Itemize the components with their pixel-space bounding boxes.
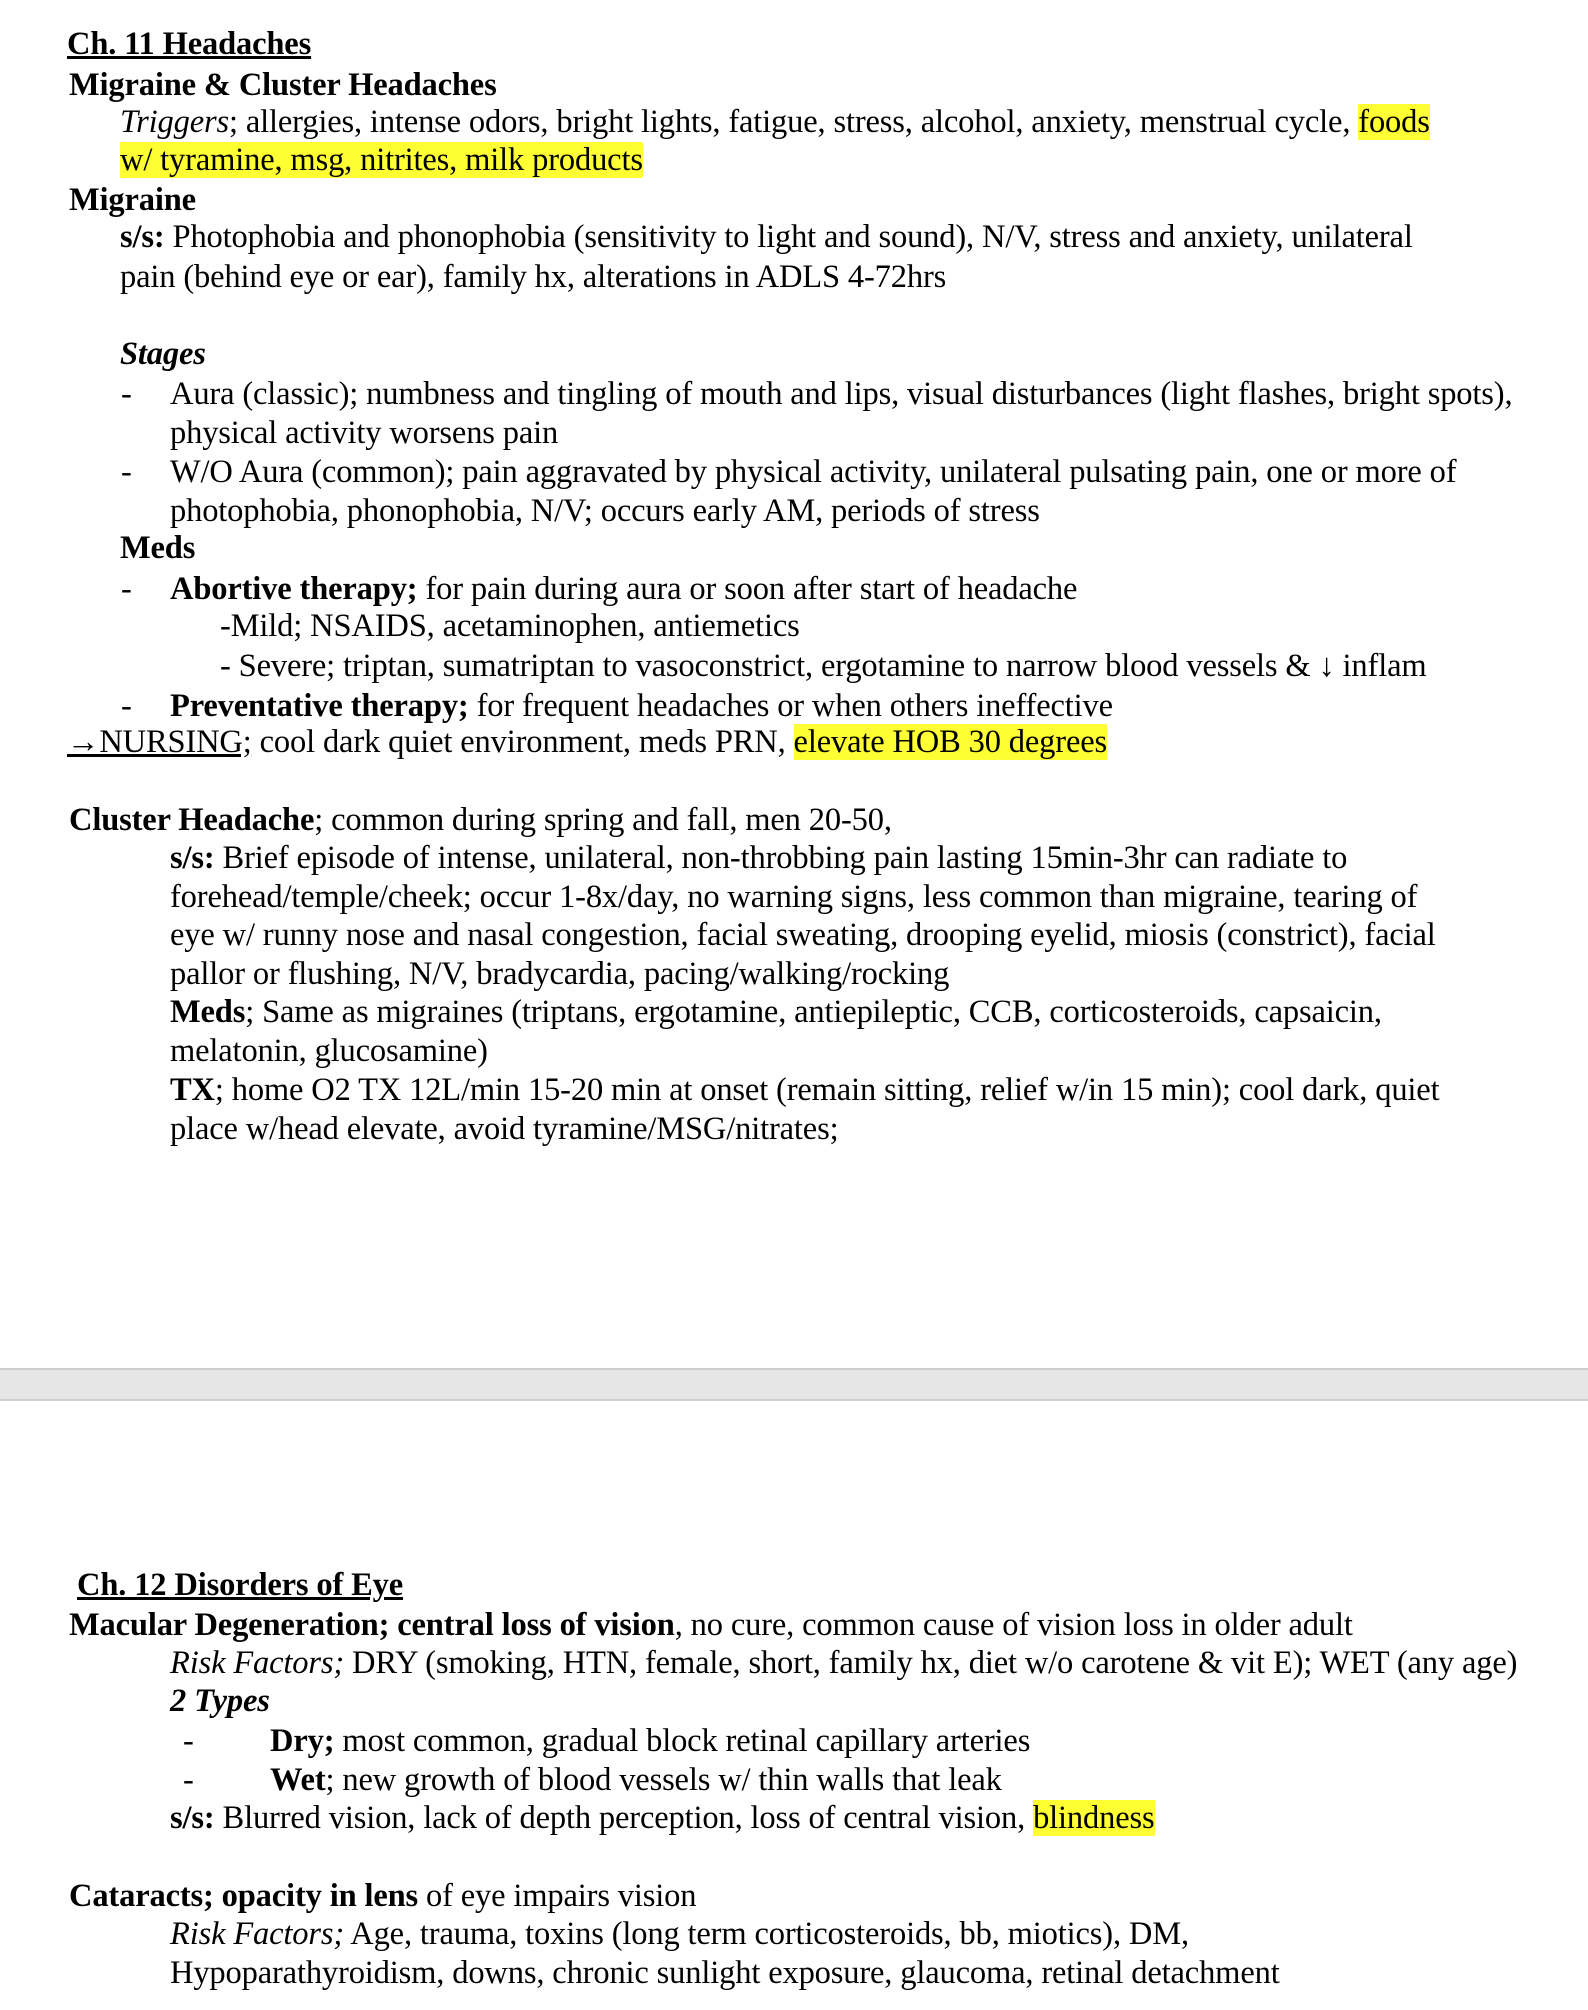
macular-ss-line: s/s: Blurred vision, lack of depth perception, loss of central vision, blindness <box>170 1800 1155 1836</box>
bullet-dash: - <box>121 454 132 490</box>
triggers-text: ; allergies, intense odors, bright lights, fatigue, stress, alcohol, anxiety, menstrual cycle, <box>228 104 1359 140</box>
bullet-dash: - <box>121 688 132 724</box>
nursing-label: →NURSING; <box>67 724 252 760</box>
triggers-label: Triggers <box>120 104 229 140</box>
bullet-dash: - <box>121 571 132 607</box>
chapter-11-heading: Ch. 11 Headaches <box>67 26 312 62</box>
migraine-title: Migraine <box>69 182 196 218</box>
macular-risk-factors-line: Risk Factors; DRY (smoking, HTN, female, short, family hx, diet w/o carotene & vit E); WET (any age) <box>170 1645 1518 1681</box>
blindness-highlight: blindness <box>1033 1800 1155 1836</box>
migraine-ss-line-2: pain (behind eye or ear), family hx, alterations in ADLS 4-72hrs <box>120 259 947 295</box>
cataracts-line: Cataracts; opacity in lens of eye impairs vision <box>69 1878 697 1914</box>
bullet-dash: - <box>183 1723 194 1759</box>
severe-line: - Severe; triptan, sumatriptan to vasoconstrict, ergotamine to narrow blood vessels & ↓ inflam <box>220 648 1427 684</box>
triggers-line-2 <box>120 140 643 180</box>
two-types-label: 2 Types <box>170 1683 270 1719</box>
triggers-highlight-2: w/ tyramine, msg, nitrites, milk products <box>120 142 643 178</box>
page-separator <box>0 1368 1588 1401</box>
cluster-headache-line: Cluster Headache; common during spring and fall, men 20-50, <box>69 802 892 838</box>
document-page-2 <box>0 1401 1588 2010</box>
wo-aura-line-1: W/O Aura (common); pain aggravated by physical activity, unilateral pulsating pain, one or more of <box>170 454 1457 490</box>
wet-type-line: Wet; new growth of blood vessels w/ thin walls that leak <box>270 1762 1002 1798</box>
aura-line-1: Aura (classic); numbness and tingling of mouth and lips, visual disturbances (light flashes, bright spots), <box>170 376 1513 412</box>
cluster-ss-line-2: forehead/temple/cheek; occur 1-8x/day, no warning signs, less common than migraine, tearing of <box>170 879 1418 915</box>
ss-label: s/s: <box>120 219 165 255</box>
cluster-ss-line-1: s/s: Brief episode of intense, unilateral, non-throbbing pain lasting 15min-3hr can radiate to <box>170 840 1348 876</box>
dry-type-line: Dry; most common, gradual block retinal capillary arteries <box>270 1723 1031 1759</box>
bullet-dash: - <box>121 376 132 412</box>
triggers-line-1 <box>120 102 1430 142</box>
tx-line-2: place w/head elevate, avoid tyramine/MSG/nitrates; <box>170 1111 839 1147</box>
meds-label: Meds <box>120 530 196 566</box>
abortive-therapy-line: Abortive therapy; for pain during aura or soon after start of headache <box>170 571 1078 607</box>
bullet-dash: - <box>183 1762 194 1798</box>
cluster-meds-line-1: Meds; Same as migraines (triptans, ergotamine, antiepileptic, CCB, corticosteroids, capsaicin, <box>170 994 1382 1030</box>
macular-degeneration-label: Macular Degeneration; central loss of vision <box>69 1607 675 1643</box>
migraine-ss-line-1: s/s: Photophobia and phonophobia (sensitivity to light and sound), N/V, stress and anxiety, unilateral <box>120 219 1413 255</box>
wo-aura-line-2: photophobia, phonophobia, N/V; occurs early AM, periods of stress <box>170 493 1040 529</box>
aura-line-2: physical activity worsens pain <box>170 415 559 451</box>
nursing-line: →NURSING; cool dark quiet environment, meds PRN, elevate HOB 30 degrees <box>67 724 1107 760</box>
section-title-migraine-cluster: Migraine & Cluster Headaches <box>69 67 497 103</box>
triggers-highlight-1: foods <box>1358 104 1430 140</box>
preventative-therapy-line: Preventative therapy; for frequent headaches or when others ineffective <box>170 688 1113 724</box>
cluster-ss-line-3: eye w/ runny nose and nasal congestion, facial sweating, drooping eyelid, miosis (constrict), facial <box>170 917 1436 953</box>
cluster-ss-line-4: pallor or flushing, N/V, bradycardia, pacing/walking/rocking <box>170 956 950 992</box>
cataracts-label: Cataracts; opacity in lens <box>69 1878 419 1914</box>
nursing-highlight: elevate HOB 30 degrees <box>793 724 1107 760</box>
cataracts-risk-line-1: Risk Factors; Age, trauma, toxins (long term corticosteroids, bb, miotics), DM, <box>170 1916 1189 1952</box>
cluster-headache-label: Cluster Headache <box>69 802 315 838</box>
chapter-12-heading: Ch. 12 Disorders of Eye <box>77 1567 404 1603</box>
macular-degeneration-line: Macular Degeneration; central loss of vision, no cure, common cause of vision loss in older adult <box>69 1607 1353 1643</box>
cluster-meds-line-2: melatonin, glucosamine) <box>170 1033 488 1069</box>
cataracts-risk-line-2: Hypoparathyroidism, downs, chronic sunlight exposure, glaucoma, retinal detachment <box>170 1955 1280 1991</box>
mild-line: -Mild; NSAIDS, acetaminophen, antiemetics <box>220 608 800 644</box>
tx-line-1: TX; home O2 TX 12L/min 15-20 min at onset (remain sitting, relief w/in 15 min); cool dark, quiet <box>170 1072 1440 1108</box>
stages-label: Stages <box>120 336 206 372</box>
